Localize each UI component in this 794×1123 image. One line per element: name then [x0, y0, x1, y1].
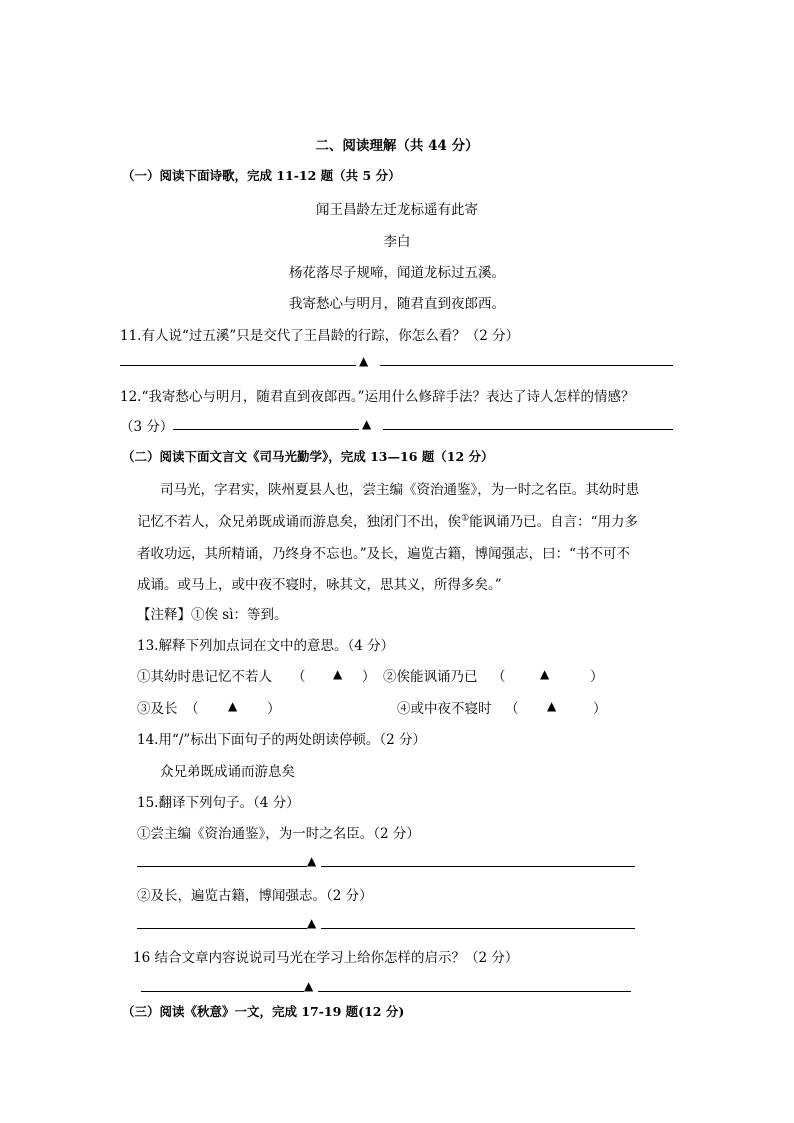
triangle-marker: ▲ [362, 417, 372, 431]
triangle-marker[interactable]: ▲ [547, 699, 557, 713]
answer-line-15a[interactable] [137, 866, 307, 867]
triangle-marker: ▲ [307, 854, 317, 868]
passage-line-2a: 记忆不若人，众兄弟既成诵而游息矣，独闭门不出，俟 [137, 514, 461, 530]
triangle-marker: ▲ [359, 354, 369, 368]
answer-line-16a[interactable] [141, 991, 304, 992]
triangle-marker: ▲ [304, 979, 314, 993]
q15-item-2: ②及长，遍览古籍，博闻强志。（2 分） [137, 888, 373, 904]
question-16: 16 结合文章内容说说司马光在学习上给你怎样的启示？（2 分） [133, 950, 519, 966]
passage-line-2 [137, 510, 638, 530]
question-13: 13.解释下列加点词在文中的意思。（4 分） [137, 638, 395, 654]
annotation-note: 【注释】①俟 sì：等到。 [137, 607, 288, 623]
q15-item-1: ①尝主编《资治通鉴》，为一时之名臣。（2 分） [137, 826, 420, 842]
part3-heading: （三）阅读《秋意》一文，完成 17-19 题(12 分) [122, 1004, 405, 1019]
q13-item-4: ④或中夜不寝时 [397, 701, 492, 717]
answer-line-16b[interactable] [318, 991, 631, 992]
passage-line-1: 司马光，字君实，陕州夏县人也，尝主编《资治通鉴》，为一时之名臣。其幼时患 [160, 482, 640, 498]
answer-line-15d[interactable] [321, 928, 635, 929]
triangle-marker[interactable]: ▲ [228, 699, 238, 713]
paren-close: ） [362, 669, 376, 685]
q14-sentence: 众兄弟既成诵而游息矣 [160, 764, 295, 780]
paren-open: （ [492, 669, 506, 685]
paren-close: ） [267, 701, 281, 717]
paren-open: （ [505, 701, 519, 717]
poem-title: 闻王昌龄左迁龙标遥有此寄 [316, 202, 478, 218]
triangle-marker[interactable]: ▲ [540, 667, 550, 681]
question-12-score: （3 分） [120, 419, 174, 435]
question-15: 15.翻译下列句子。（4 分） [137, 795, 300, 811]
passage-line-3: 者收功远，其所精诵，乃终身不忘也。”及长，遍览古籍，博闻强志，曰：“书不可不 [137, 546, 631, 562]
question-11: 11.有人说“过五溪”只是交代了王昌龄的行踪，你怎么看？（2 分） [120, 328, 520, 344]
q13-item-1: ①其幼时患记忆不若人 [137, 669, 272, 685]
part2-heading: （二）阅读下面文言文《司马光勤学》，完成 13—16 题（12 分） [122, 449, 494, 464]
part1-heading: （一）阅读下面诗歌，完成 11-12 题（共 5 分） [122, 168, 401, 183]
q13-item-2: ②俟能讽诵乃已 [383, 669, 478, 685]
triangle-marker: ▲ [307, 916, 317, 930]
answer-line-12b[interactable] [383, 429, 673, 430]
answer-line-11b[interactable] [380, 365, 673, 366]
answer-line-11a[interactable] [120, 365, 356, 366]
triangle-marker[interactable]: ▲ [333, 667, 343, 681]
answer-line-15b[interactable] [321, 866, 635, 867]
q13-item-3: ③及长 [137, 701, 178, 717]
passage-line-4: 成诵。或马上，或中夜不寝时，咏其文，思其义，所得多矣。” [137, 577, 502, 593]
poem-author: 李白 [383, 234, 411, 250]
question-14: 14.用“/”标出下面句子的两处朗读停顿。（2 分） [137, 732, 426, 748]
paren-open: （ [292, 669, 306, 685]
poem-line-2: 我寄愁心与明月，随君直到夜郎西。 [289, 296, 505, 312]
answer-line-15c[interactable] [137, 928, 307, 929]
question-12: 12.“我寄愁心与明月，随君直到夜郎西。”运用什么修辞手法？表达了诗人怎样的情感？ [120, 389, 635, 405]
section-title: 二、阅读理解（共 44 分） [315, 138, 479, 154]
paren-open: （ [185, 701, 199, 717]
poem-line-1: 杨花落尽子规啼，闻道龙标过五溪。 [289, 265, 505, 281]
answer-line-12a[interactable] [173, 429, 359, 430]
paren-close: ） [593, 701, 607, 717]
note-marker: ① [461, 513, 470, 524]
passage-line-2b: 能讽诵乃已。自言：“用力多 [469, 514, 638, 530]
paren-close: ） [590, 669, 604, 685]
